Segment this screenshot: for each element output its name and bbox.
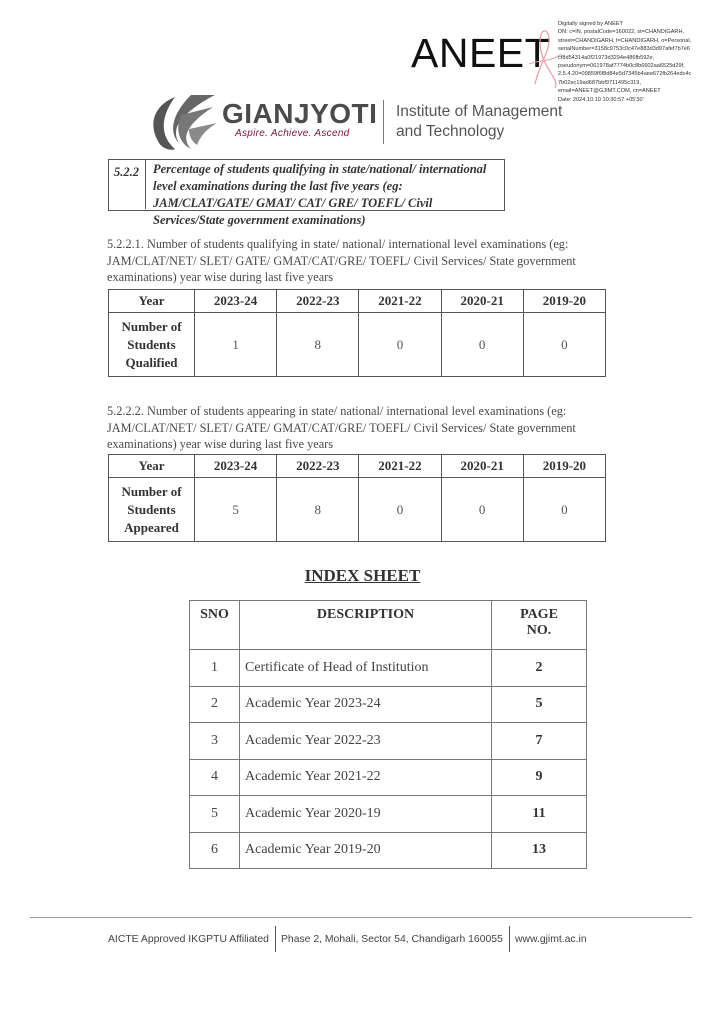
row-label-line: Number of [121,483,182,499]
footer-separator [275,926,276,952]
page-cell: 2 [492,650,587,687]
page-header-line: NO. [526,623,552,638]
sno-cell: 2 [190,686,240,723]
year-cell: 2023-24 [195,290,277,313]
signature-detail-line: 2.5.4.20=09859f6f8d84e5d7345b4aee672fb264edc4c [558,71,692,78]
signer-name: ANEET [411,30,551,76]
table-row [190,650,587,687]
page-cell: 11 [492,796,587,833]
header-divider [383,100,384,144]
year-cell: 2019-20 [523,455,605,478]
year-header: Year [109,290,195,313]
row-label-line: Students [127,336,176,352]
signature-detail-line: 7b02ec19ad687bbf9711495c319, [558,79,641,86]
appeared-table [108,454,606,542]
year-cell: 2021-22 [359,455,441,478]
institute-name-line-2: and Technology [396,123,505,140]
page-header [492,601,587,650]
description-cell: Academic Year 2022-23 [240,723,492,760]
description-cell: Academic Year 2023-24 [240,686,492,723]
value-cell: 0 [359,313,441,377]
signature-details [558,20,723,104]
table-header-row [109,290,606,313]
value-cell: 0 [359,478,441,542]
page-cell: 9 [492,759,587,796]
year-cell: 2022-23 [277,455,359,478]
value-cell: 0 [523,478,605,542]
table-row [190,832,587,869]
index-table [189,600,587,869]
value-cell: 0 [523,313,605,377]
row-label-line: Number of [121,318,182,334]
page-cell: 7 [492,723,587,760]
table-row [190,759,587,796]
table-row [109,313,606,377]
row-label-line: Qualified [125,354,178,370]
sno-cell: 1 [190,650,240,687]
signature-detail-line: DN: c=IN, postalCode=160022, st=CHANDIGARH, [558,29,685,36]
footer-affiliation: AICTE Approved IKGPTU Affiliated [108,934,269,945]
value-cell: 0 [441,478,523,542]
sno-cell: 6 [190,832,240,869]
signature-detail-line: pseudonym=061978af7774b0c8b6602aa6525d29f, [558,63,685,70]
qualified-description: 5.2.2.1. Number of students qualifying in state/ national/ international level examinations (eg: JAM/CLAT/NET/ SLET/ GATE/ GMAT/CAT/GRE/ TOEFL/ Civil Services/ State government examinations) year wise during last five years [107,237,576,285]
table-row [190,723,587,760]
description-header: DESCRIPTION [240,601,492,650]
value-cell: 0 [441,313,523,377]
year-header: Year [109,455,195,478]
description-cell: Certificate of Head of Institution [240,650,492,687]
signature-detail-line: Date: 2024.10.10 10:30:57 +05'30' [558,96,644,103]
table-row [190,686,587,723]
year-cell: 2023-24 [195,455,277,478]
sno-header: SNO [190,601,240,650]
row-label [109,478,195,542]
signature-detail-line: Digitally signed by ANEET [558,21,623,27]
gianjyoti-logo-icon [145,93,219,153]
footer-website: www.gjimt.ac.in [515,934,587,945]
institute-name-line-1: Institute of Management [396,103,563,120]
appeared-description: 5.2.2.2. Number of students appearing in state/ national/ international level examinations (eg: JAM/CLAT/NET/ SLET/ GATE/ GMAT/CAT/GRE/ TOEFL/ Civil Services/ State government examinations) year wise during last five years [107,404,576,452]
logo-tagline: Aspire. Achieve. Ascend [235,128,350,139]
year-cell: 2021-22 [359,290,441,313]
footer-separator [509,926,510,952]
sno-cell: 5 [190,796,240,833]
table-header-row [109,455,606,478]
signature-detail-line: email=ANEET@GJIMT.COM, cn=ANEET [558,88,661,95]
table-row [190,796,587,833]
index-sheet-title: INDEX SHEET [304,566,421,585]
index-header-row [190,601,587,650]
year-cell: 2019-20 [523,290,605,313]
row-label-line: Students [127,501,176,517]
year-cell: 2020-21 [441,455,523,478]
description-cell: Academic Year 2021-22 [240,759,492,796]
description-cell: Academic Year 2019-20 [240,832,492,869]
signature-detail-line: cf8d54314a0f21973d3294e486fb592e, [558,54,655,61]
page-cell: 13 [492,832,587,869]
value-cell: 8 [277,478,359,542]
page-header-line: PAGE [520,607,558,622]
logo-wordmark: GIANJYOTI [222,98,378,129]
year-cell: 2020-21 [441,290,523,313]
qualified-table [108,289,606,377]
year-cell: 2022-23 [277,290,359,313]
sno-cell: 4 [190,759,240,796]
footer-address: Phase 2, Mohali, Sector 54, Chandigarh 160055 [281,934,503,945]
value-cell: 1 [195,313,277,377]
value-cell: 5 [195,478,277,542]
sno-cell: 3 [190,723,240,760]
signature-detail-line: street=CHANDIGARH, l=CHANDIGARH, o=Personal, [558,37,692,44]
criterion-number: 5.2.2 [108,159,146,209]
value-cell: 8 [277,313,359,377]
description-cell: Academic Year 2020-19 [240,796,492,833]
page-cell: 5 [492,686,587,723]
row-label [109,313,195,377]
signature-detail-line: serialNumber=3158c9753c0c47e883d3d97afef7b7e6 [558,46,691,53]
footer-rule [30,917,692,918]
table-row [109,478,606,542]
row-label-line: Appeared [124,519,179,535]
criterion-title: Percentage of students qualifying in state/national/ international level examinations during the last five years (eg: JAM/CLAT/GATE/ GMAT/ CAT/ GRE/ TOEFL/ Civil Services/State government examinations) [153,162,487,227]
